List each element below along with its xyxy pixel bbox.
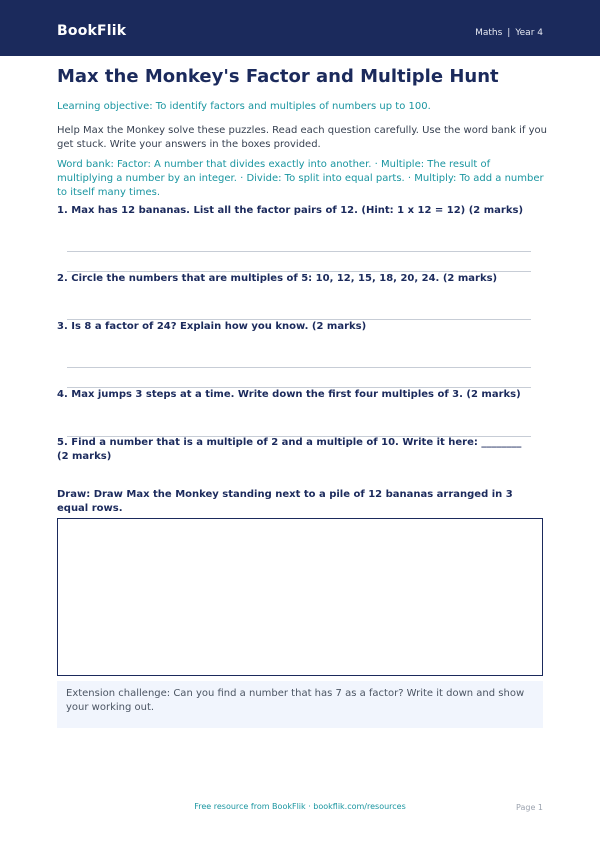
- question-4: 4. Max jumps 3 steps at a time. Write down the first four multiples of 3. (2 marks): [57, 389, 521, 400]
- subject-year-label: [475, 28, 543, 38]
- worksheet-title: Max the Monkey's Factor and Multiple Hunt: [57, 66, 499, 87]
- footer-credit: Free resource from BookFlik · bookflik.com/resources: [194, 802, 406, 811]
- subject-label: Maths: [475, 28, 503, 38]
- intro-instructions: Help Max the Monkey solve these puzzles. Read each question carefully. Use the word bank if you get stuck. Write your answers in the boxes provided.: [57, 125, 547, 150]
- answer-line-1a[interactable]: [67, 251, 531, 252]
- question-2: 2. Circle the numbers that are multiples of 5: 10, 12, 15, 18, 20, 24. (2 marks): [57, 273, 498, 284]
- learning-objective: Learning objective: To identify factors and multiples of numbers up to 100.: [57, 101, 431, 112]
- question-1: 1. Max has 12 bananas. List all the factor pairs of 12. (Hint: 1 x 12 = 12) (2 marks): [57, 205, 524, 216]
- page-number: Page 1: [516, 803, 543, 812]
- brand-logo: BookFlik: [57, 23, 127, 39]
- drawing-box[interactable]: [57, 518, 543, 676]
- question-3: 3. Is 8 a factor of 24? Explain how you know. (2 marks): [57, 321, 367, 332]
- year-label: Year 4: [515, 28, 543, 38]
- extension-challenge-box: [57, 681, 543, 728]
- meta-separator: |: [507, 28, 511, 38]
- answer-line-3a[interactable]: [67, 367, 531, 368]
- extension-challenge-text: Extension challenge: Can you find a number that has 7 as a factor? Write it down and show your working out.: [66, 688, 525, 713]
- question-5: 5. Find a number that is a multiple of 2 and a multiple of 10. Write it here: ________ (2 marks): [57, 437, 522, 462]
- word-bank: Word bank: Factor: A number that divides exactly into another. · Multiple: The result of multiplying a number by an integer. · Divide: To split into equal parts. · Multiply: To add a number to itself many times.: [57, 159, 544, 198]
- page-header: [0, 0, 600, 56]
- draw-prompt: Draw: Draw Max the Monkey standing next to a pile of 12 bananas arranged in 3 equal rows.: [57, 489, 513, 514]
- answer-line-2[interactable]: [67, 319, 531, 320]
